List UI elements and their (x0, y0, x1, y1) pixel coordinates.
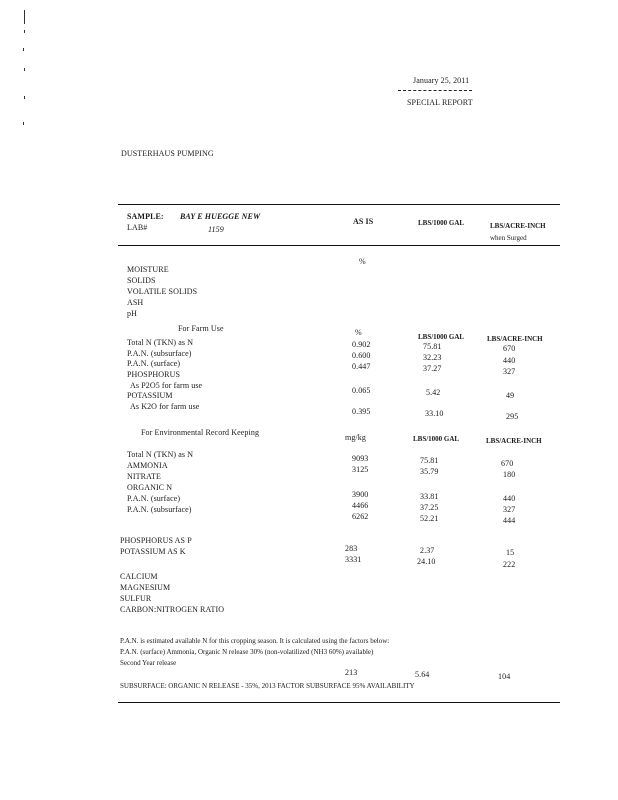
env-unit-as-is: mg/kg (345, 433, 366, 442)
farm-row-label: P.A.N. (subsurface) (127, 349, 192, 358)
note-value: 5.64 (415, 670, 430, 679)
farm-row-as-is: 0.065 (352, 386, 371, 395)
farm-row-acre: 440 (503, 356, 516, 365)
scan-artifact (24, 30, 25, 33)
env-row-label: ORGANIC N (127, 483, 173, 492)
bottom-rule (118, 702, 560, 703)
farm-row-gal: 33.10 (425, 409, 444, 418)
farm-row-gal: 5.42 (426, 388, 441, 397)
client-name: DUSTERHAUS PUMPING (121, 149, 214, 158)
note-line: P.A.N. is estimated available N for this cropping season. It is calculated using the factors below: (120, 637, 390, 645)
farm-row-label: Total N (TKN) as N (127, 338, 194, 347)
farm-row-acre: 327 (503, 367, 516, 376)
env-row2-label: PHOSPHORUS AS P (120, 536, 192, 545)
env-row-acre: 327 (503, 505, 516, 514)
note-line: P.A.N. (surface) Ammonia, Organic N release 30% (non-volatilized (NH3 60%) available) (120, 648, 374, 656)
farm-row-as-is: 0.600 (352, 351, 371, 360)
farm-row-gal: 32.23 (423, 353, 442, 362)
lab-label: LAB# (127, 223, 148, 232)
env-row-label: NITRATE (127, 472, 162, 481)
env-row3-label: CALCIUM (120, 572, 158, 581)
farm-row-label: As K2O for farm use (130, 402, 200, 411)
scan-artifact (23, 122, 24, 125)
basic-row: VOLATILE SOLIDS (127, 287, 198, 296)
date-underline (398, 90, 472, 91)
farm-row-as-is: 0.447 (352, 362, 371, 371)
note-line: SUBSURFACE: ORGANIC N RELEASE - 35%, 2013 FACTOR SUBSURFACE 95% AVAILABILITY (120, 682, 415, 690)
scan-artifact (24, 10, 25, 24)
farm-row-as-is: 0.902 (352, 340, 371, 349)
env-row-as-is: 3900 (352, 490, 369, 499)
basic-row: MOISTURE (127, 265, 169, 274)
note-value: 213 (345, 668, 358, 677)
env-unit-gal: LBS/1000 GAL (413, 435, 460, 443)
farm-unit-as-is: % (355, 328, 362, 337)
farm-row-acre: 670 (503, 344, 516, 353)
col-header-as-is: AS IS (353, 217, 374, 226)
env-row-gal: 52.21 (420, 514, 439, 523)
basic-row: ASH (127, 298, 144, 307)
env-row-acre: 180 (503, 470, 516, 479)
report-date: January 25, 2011 (413, 76, 470, 85)
scan-artifact (23, 48, 24, 51)
env-row2-acre: 222 (503, 560, 516, 569)
header-rule (118, 245, 560, 246)
basic-row: SOLIDS (127, 276, 156, 285)
env-row-acre: 444 (503, 516, 516, 525)
env-row-as-is: 3125 (352, 465, 369, 474)
env-row-label: Total N (TKN) as N (127, 450, 194, 459)
env-row3-label: MAGNESIUM (120, 583, 171, 592)
farm-row-label: P.A.N. (surface) (127, 359, 181, 368)
env-row2-label: POTASSIUM AS K (120, 547, 186, 556)
sample-name: BAY E HUEGGE NEW (180, 212, 261, 221)
farm-use-title: For Farm Use (178, 324, 224, 333)
basic-unit: % (359, 257, 366, 266)
env-row-gal: 33.81 (420, 492, 439, 501)
farm-row-acre: 49 (506, 391, 515, 400)
env-title: For Environmental Record Keeping (141, 428, 260, 437)
scan-artifact (24, 96, 25, 99)
scan-artifact (24, 68, 25, 71)
note-line: Second Year release (120, 659, 177, 667)
env-row-as-is: 6262 (352, 512, 369, 521)
farm-row-label: PHOSPHORUS (127, 370, 181, 379)
basic-row: pH (127, 309, 137, 318)
env-row-acre: 670 (501, 459, 514, 468)
farm-row-label: As P2O5 for farm use (130, 381, 203, 390)
top-rule (118, 204, 560, 205)
farm-row-acre: 295 (506, 412, 519, 421)
env-row-label: P.A.N. (subsurface) (127, 505, 192, 514)
env-row2-gal: 2.37 (420, 546, 435, 555)
farm-row-as-is: 0.395 (352, 407, 371, 416)
sample-label: SAMPLE: (127, 212, 164, 221)
col-header-lbs-gal: LBS/1000 GAL (418, 219, 465, 227)
env-row-gal: 37.25 (420, 503, 439, 512)
env-row2-gal: 24.10 (417, 557, 436, 566)
farm-row-label: POTASSIUM (127, 391, 173, 400)
farm-unit-acre: LBS/ACRE-INCH (487, 335, 543, 343)
env-row-gal: 35.79 (420, 467, 439, 476)
col-header-lbs-acre-sub: when Surged (490, 234, 527, 242)
col-header-lbs-acre: LBS/ACRE-INCH (490, 222, 546, 230)
farm-row-gal: 75.81 (423, 342, 442, 351)
env-row2-acre: 15 (506, 548, 515, 557)
env-row2-as-is: 3331 (345, 555, 362, 564)
env-row2-as-is: 283 (345, 544, 358, 553)
lab-number: 1159 (208, 225, 224, 234)
env-unit-acre: LBS/ACRE-INCH (486, 437, 542, 445)
env-row-as-is: 4466 (352, 501, 369, 510)
report-type: SPECIAL REPORT (407, 98, 473, 107)
env-row3-label: CARBON:NITROGEN RATIO (120, 605, 225, 614)
env-row-gal: 75.81 (420, 456, 439, 465)
farm-row-gal: 37.27 (423, 364, 442, 373)
env-row3-label: SULFUR (120, 594, 152, 603)
note-value: 104 (498, 672, 511, 681)
env-row-as-is: 9093 (352, 454, 369, 463)
farm-unit-gal: LBS/1000 GAL (418, 333, 465, 341)
env-row-label: P.A.N. (surface) (127, 494, 181, 503)
env-row-acre: 440 (503, 494, 516, 503)
env-row-label: AMMONIA (127, 461, 168, 470)
